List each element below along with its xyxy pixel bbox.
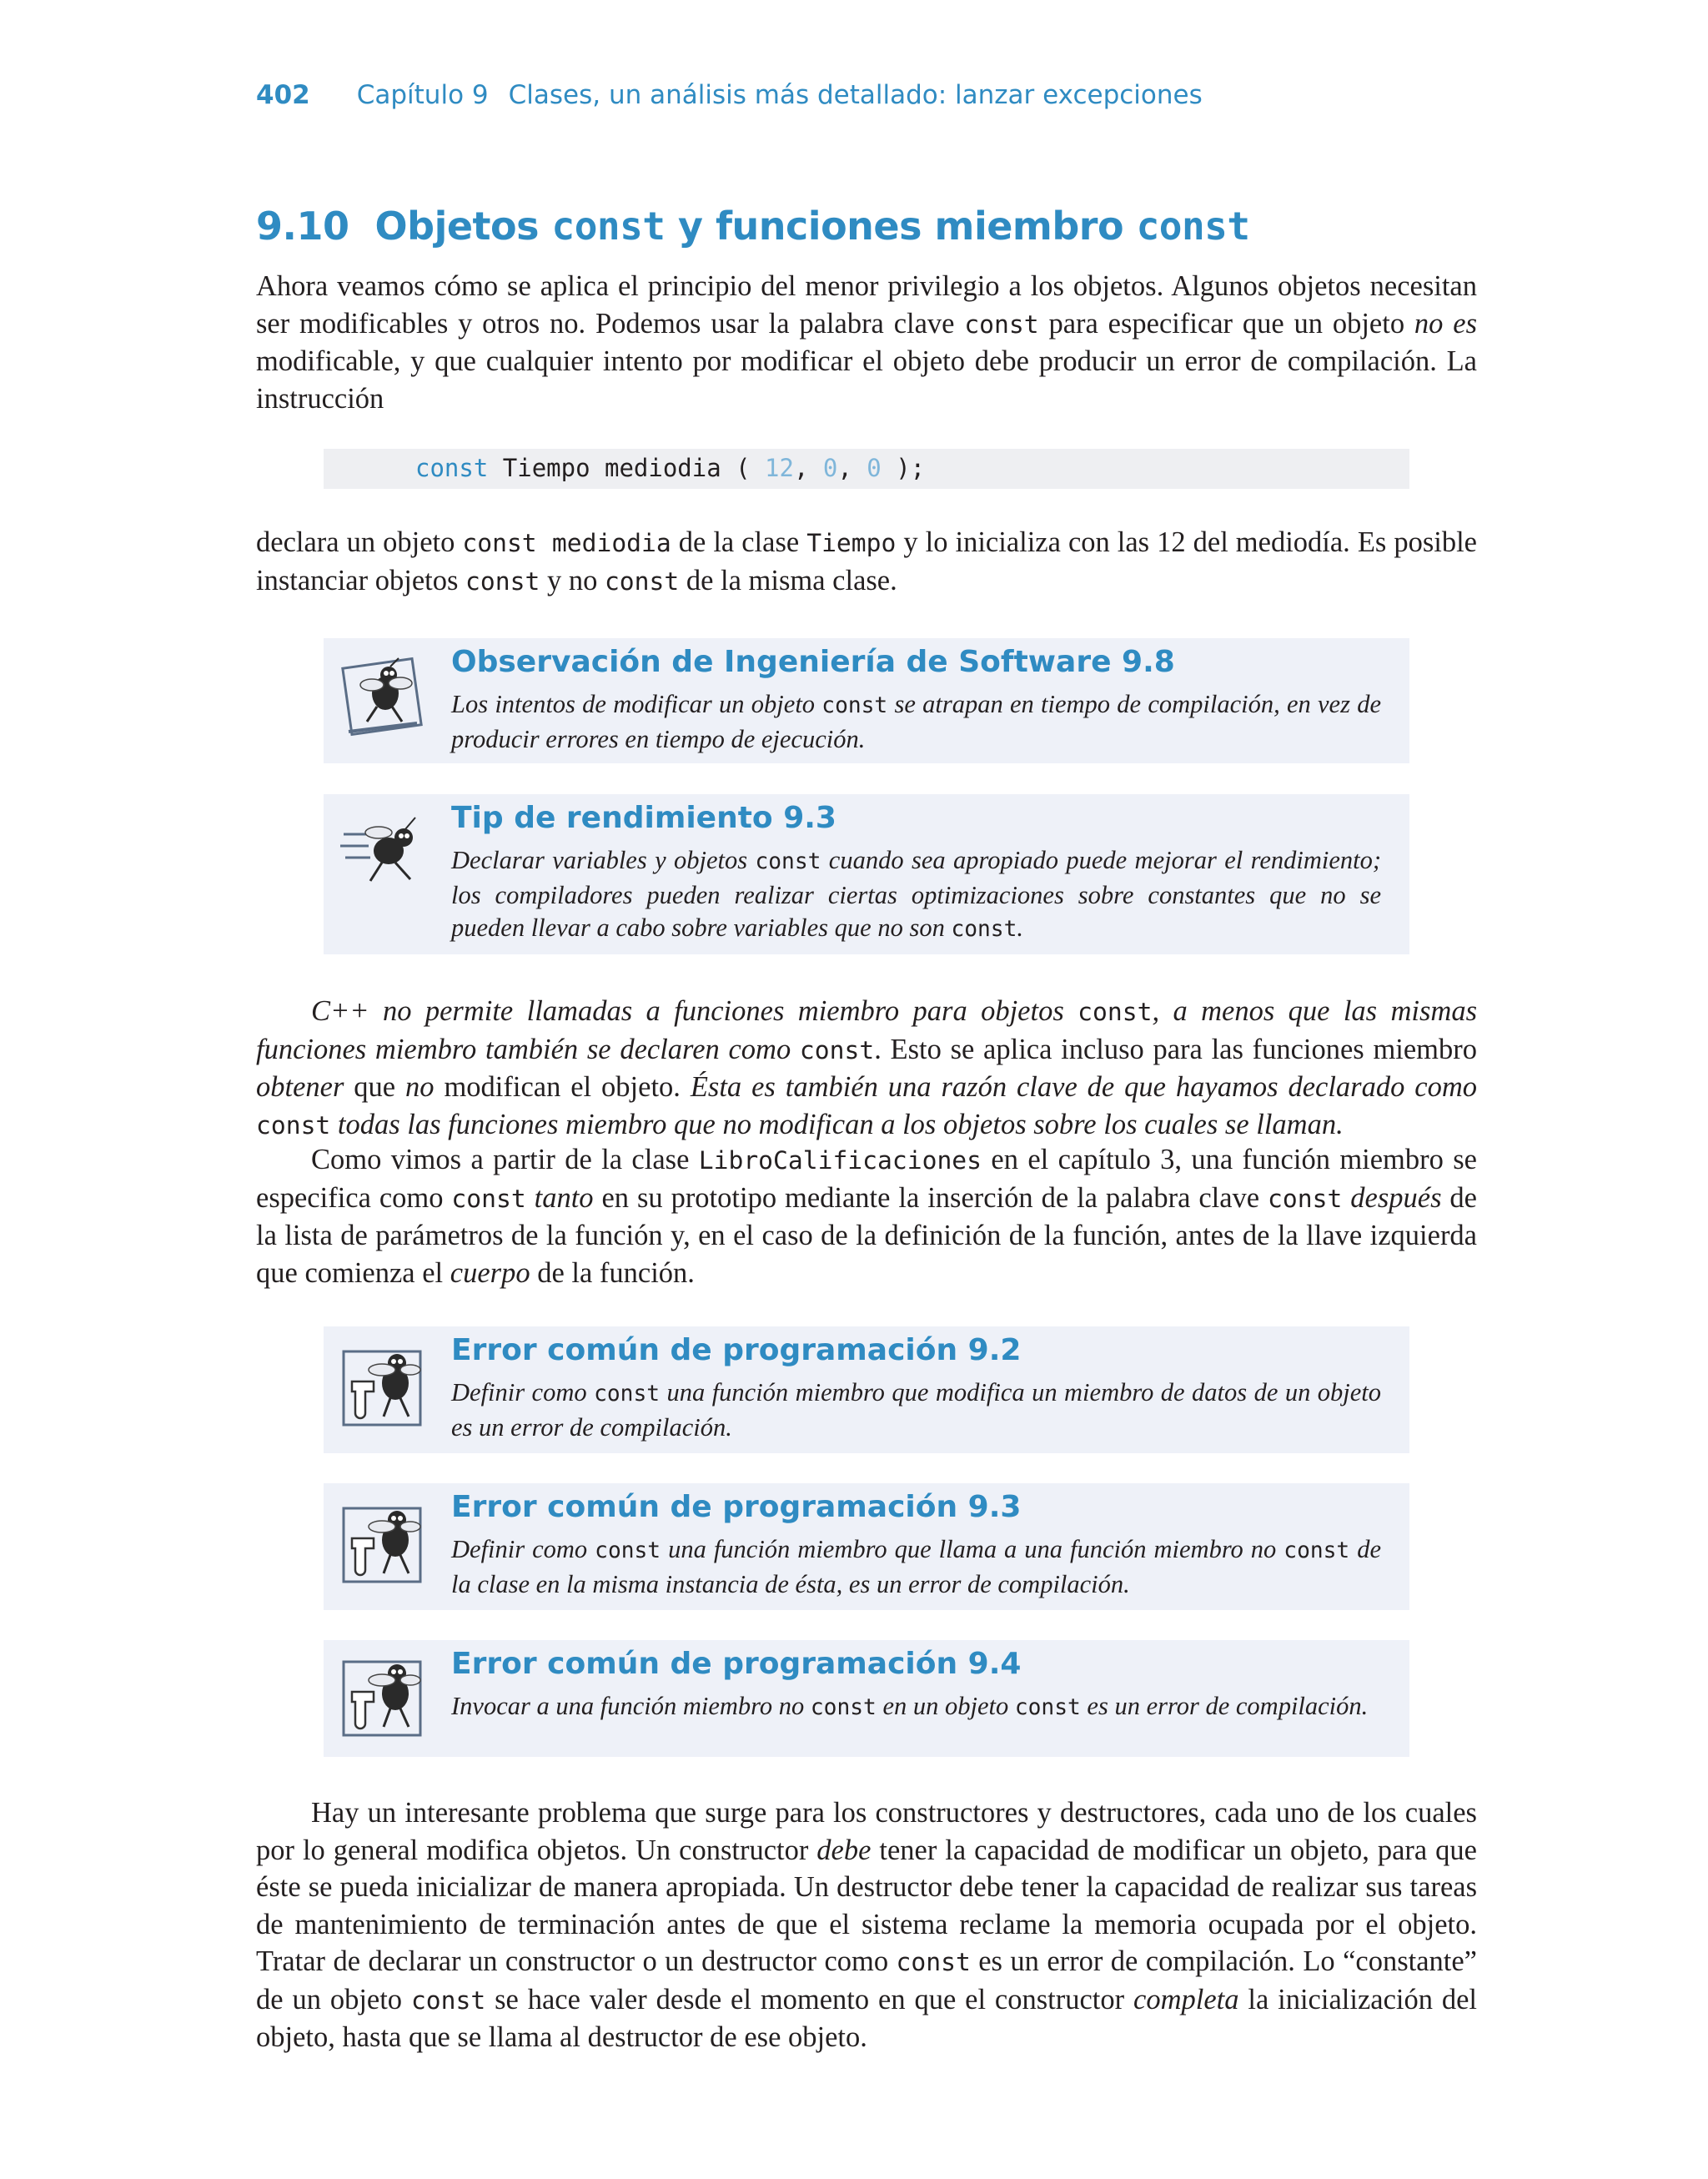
- inline-code: const mediodia: [462, 528, 671, 557]
- text: para especificar que un objeto: [1038, 307, 1414, 340]
- code-text: ,: [837, 454, 867, 482]
- inline-code: const: [1284, 1538, 1350, 1563]
- emphasis: Ésta es también una razón clave de que hayamos declarado como: [690, 1071, 1477, 1103]
- text: y no: [540, 564, 605, 596]
- inline-code: LibroCalificaciones: [698, 1145, 982, 1175]
- text: una función miembro que modifica un miembro de datos de un objeto es un error de compilación.: [451, 1378, 1382, 1442]
- common-programming-error-box: [324, 1326, 1409, 1453]
- text: y lo inicializa con las 12 del mediodía. Es posible instanciar objetos: [256, 526, 1477, 596]
- inline-code: const: [1014, 1695, 1081, 1720]
- emphasis: no es: [1414, 307, 1477, 340]
- constructors-destructors-paragraph: [256, 1794, 1477, 2056]
- tip-title: Error común de programación 9.3: [451, 1490, 1022, 1524]
- tip-body: [451, 1533, 1381, 1601]
- inline-code: const: [896, 1947, 971, 1976]
- text: Declarar variables y objetos: [451, 846, 756, 874]
- code-text: Tiempo mediodia (: [488, 454, 766, 482]
- inline-code: const: [465, 566, 540, 596]
- thumbs-down-bug-icon: [340, 1502, 427, 1588]
- emphasis: cuerpo: [450, 1256, 530, 1289]
- section-title-code: const: [1136, 204, 1250, 249]
- emphasis: debe: [816, 1834, 872, 1866]
- text: es un error de compilación. Lo “constante” de un objeto: [256, 1945, 1477, 2015]
- performance-tip-box: [324, 794, 1409, 954]
- text: Definir como: [451, 1535, 595, 1563]
- text: de la lista de parámetros de la función y, en el caso de la definición de la función, antes de la llave izquierda que comienza el: [256, 1181, 1477, 1289]
- tip-body: [451, 1376, 1381, 1444]
- inline-code: const: [964, 309, 1039, 339]
- text: tener la capacidad de modificar un objeto, para que éste se pueda inicializar de manera apropiada. Un destructor debe tener la capacidad de realizar sus tareas de mantenimiento de terminación antes de que el sistema reclame la memoria ocupada por el objeto. Tratar de declarar un constructor o un destructor como: [256, 1834, 1477, 1977]
- after-code-paragraph: [256, 524, 1477, 600]
- text: Ahora veamos cómo se aplica el principio del menor privilegio a los objetos. Algunos objetos necesitan ser modificables y otros no. Podemos usar la palabra clave: [256, 270, 1477, 340]
- inline-code: const: [755, 849, 821, 874]
- text: Definir como: [451, 1378, 595, 1407]
- const-specification-paragraph: [256, 1141, 1477, 1291]
- inline-code: const: [821, 693, 888, 718]
- text: de la clase: [671, 526, 807, 558]
- emphasis: C++ no permite llamadas a funciones miembro para objetos: [311, 995, 1078, 1027]
- thumbs-down-bug-icon: [340, 1345, 427, 1432]
- section-number: 9.10: [256, 204, 349, 249]
- inline-code: const: [1268, 1183, 1343, 1213]
- text: en el capítulo 3, una función miembro se especifica como: [256, 1144, 1477, 1214]
- performance-bug-icon: [340, 809, 427, 896]
- thumbs-down-bug-icon: [340, 1655, 427, 1742]
- section-title-word: Objetos: [374, 204, 540, 249]
- software-engineering-observation-box: [324, 638, 1409, 763]
- text: en un objeto: [876, 1692, 1015, 1720]
- inline-code: const: [594, 1381, 661, 1407]
- text: que: [344, 1071, 406, 1103]
- text: Hay un interesante problema que surge para los constructores y destructores, cada uno de los cuales por lo general modifica objetos. Un constructor: [256, 1797, 1477, 1866]
- emphasis: completa: [1133, 1983, 1239, 2015]
- tip-title: Error común de programación 9.4: [451, 1647, 1022, 1681]
- intro-paragraph: [256, 268, 1477, 417]
- inline-code: const: [451, 1183, 526, 1213]
- text: Invocar a una función miembro no: [451, 1692, 811, 1720]
- chapter-title: Clases, un análisis más detallado: lanzar excepciones: [508, 80, 1203, 110]
- section-heading: [256, 204, 1250, 249]
- inline-code: const: [799, 1034, 875, 1064]
- text: en su prototipo mediante la inserción de la palabra clave: [593, 1181, 1268, 1214]
- inline-code: const: [256, 1110, 331, 1140]
- inline-code: const: [951, 917, 1017, 942]
- code-text: ,: [793, 454, 823, 482]
- running-head: [256, 80, 1203, 110]
- const-member-functions-paragraph: [256, 993, 1477, 1144]
- emphasis: todas las funciones miembro que no modifican a los objetos sobre los cuales se llaman.: [330, 1108, 1344, 1140]
- code-example: [324, 449, 1409, 489]
- section-title-word: y funciones miembro: [678, 204, 1124, 249]
- chapter-label: Capítulo 9: [356, 80, 489, 110]
- text: es un error de compilación.: [1080, 1692, 1369, 1720]
- inline-code: const: [410, 1985, 486, 2015]
- tip-title: Observación de Ingeniería de Software 9.8: [451, 645, 1175, 679]
- emphasis: tanto: [534, 1181, 594, 1214]
- common-programming-error-box: [324, 1640, 1409, 1757]
- text: de la clase en la misma instancia de ésta, es un error de compilación.: [451, 1535, 1381, 1598]
- text: cuando sea apropiado puede mejorar el rendimiento; los compiladores pueden realizar ciertas optimizaciones sobre constantes que no se pueden llevar a cabo sobre variables que no son: [451, 846, 1382, 942]
- text: se hace valer desde el momento en que el constructor: [485, 1983, 1134, 2015]
- page-number: 402: [256, 80, 310, 110]
- text: . Esto se aplica incluso para las funciones miembro: [874, 1033, 1477, 1065]
- code-text: );: [881, 454, 926, 482]
- inline-code: const: [810, 1695, 877, 1720]
- tip-title: Error común de programación 9.2: [451, 1333, 1022, 1367]
- common-programming-error-box: [324, 1483, 1409, 1610]
- code-number: 0: [867, 454, 882, 482]
- code-keyword: const: [415, 454, 489, 482]
- text: de la función.: [530, 1256, 695, 1289]
- emphasis: después: [1350, 1181, 1442, 1214]
- emphasis: no: [405, 1071, 435, 1103]
- emphasis: obtener: [256, 1071, 344, 1103]
- text: modificable, y que cualquier intento por modificar el objeto debe producir un error de compilación. La instrucción: [256, 345, 1477, 415]
- code-number: 12: [765, 454, 794, 482]
- text: Los intentos de modificar un objeto: [451, 690, 822, 718]
- tip-body: [451, 688, 1381, 756]
- tip-body: [451, 844, 1381, 947]
- text: declara un objeto: [256, 526, 463, 558]
- text: se atrapan en tiempo de compilación, en vez de producir errores en tiempo de ejecución.: [451, 690, 1381, 753]
- text: una función miembro que llama a una función miembro no: [661, 1535, 1284, 1563]
- inline-code: const: [1078, 997, 1153, 1026]
- code-number: 0: [822, 454, 838, 482]
- text: de la misma clase.: [679, 564, 897, 596]
- text: .: [1017, 913, 1024, 942]
- inline-code: const: [604, 566, 680, 596]
- text: la inicialización del objeto, hasta que se llama al destructor de ese objeto.: [256, 1983, 1477, 2053]
- emphasis: , a menos que las mismas funciones miembro también se declaren como: [256, 995, 1477, 1065]
- tip-title: Tip de rendimiento 9.3: [451, 801, 836, 835]
- tip-body: [451, 1690, 1381, 1725]
- text: Como vimos a partir de la clase: [311, 1144, 699, 1175]
- software-engineering-bug-icon: [340, 655, 427, 742]
- inline-code: Tiempo: [806, 528, 897, 557]
- inline-code: const: [595, 1538, 661, 1563]
- text: modifican el objeto.: [434, 1071, 691, 1103]
- section-title-code: const: [551, 204, 666, 249]
